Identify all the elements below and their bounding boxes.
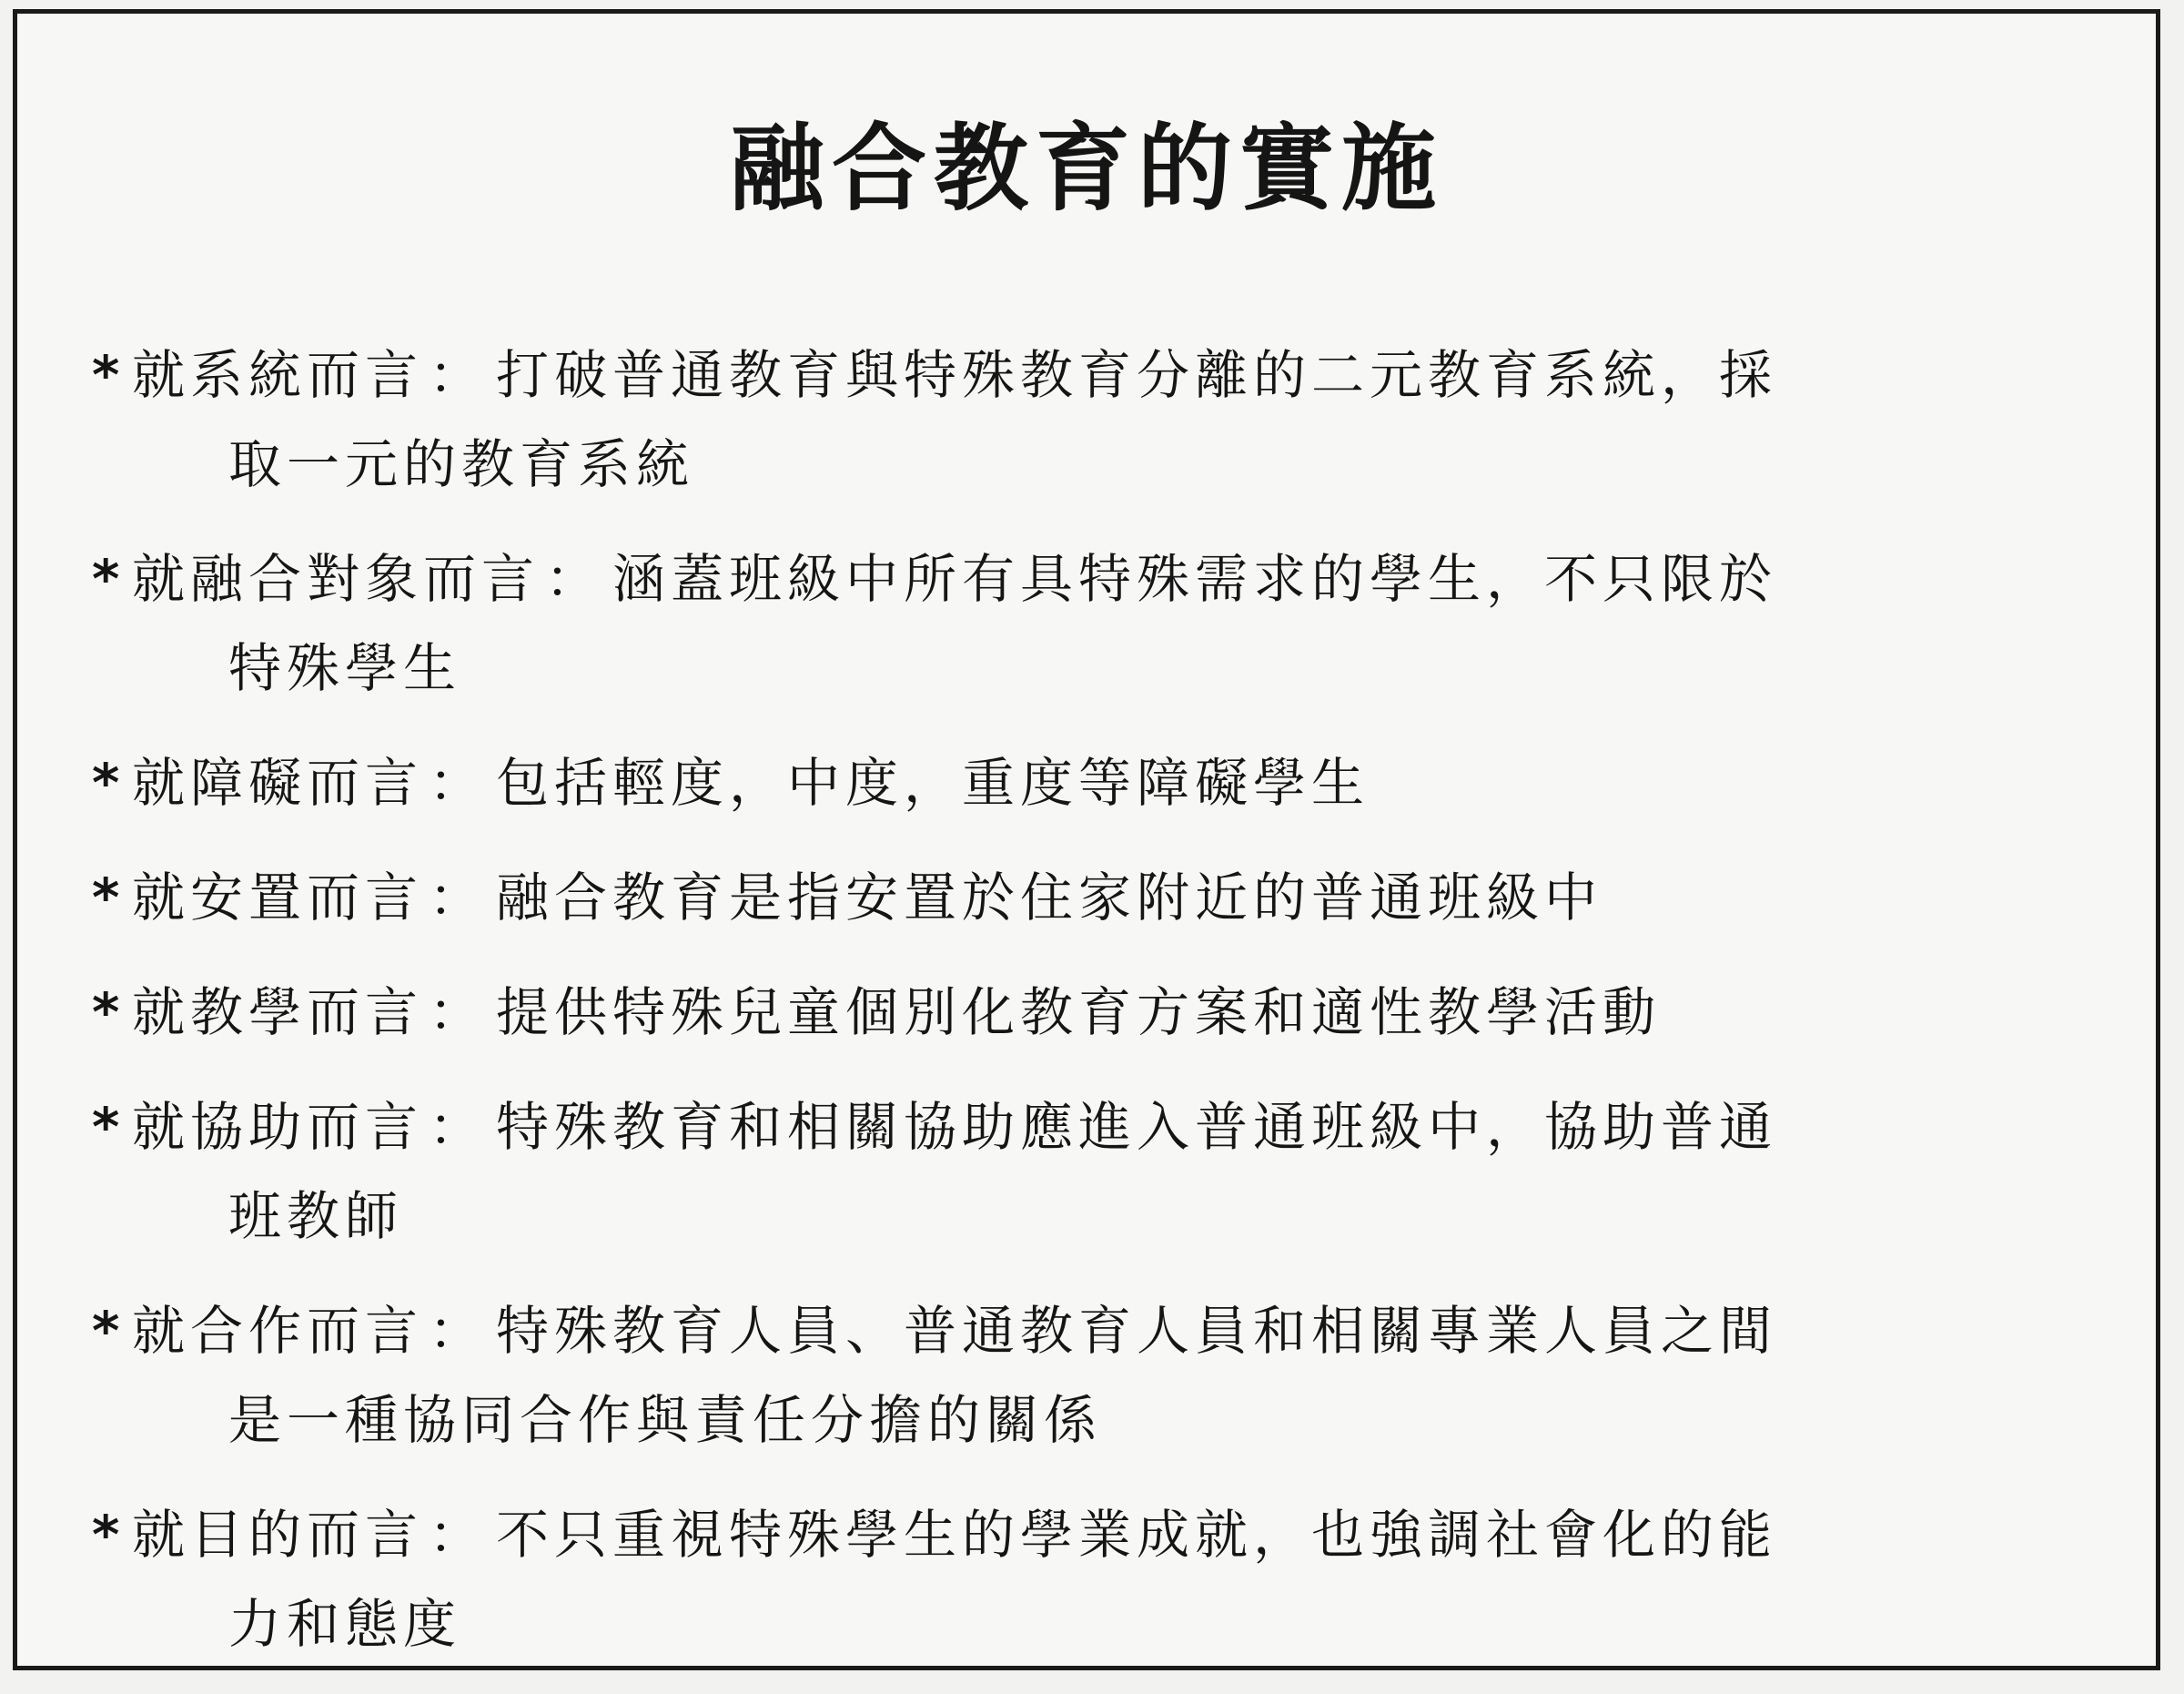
item-label: 就目的而言 bbox=[132, 1504, 424, 1566]
item-text: 提供特殊兒童個別化教育方案和適性教學活動 bbox=[496, 981, 1662, 1043]
item-text: 融合教育是指安置於住家附近的普通班級中 bbox=[496, 867, 1603, 928]
item-text-continued: 取一元的教育系統 bbox=[228, 433, 695, 495]
item-colon: ： bbox=[429, 752, 488, 814]
bullet-marker: * bbox=[92, 344, 126, 406]
item-colon: ： bbox=[429, 1096, 488, 1158]
item-text: 特殊教育人員、普通教育人員和相關專業人員之間 bbox=[496, 1300, 1778, 1362]
bullet-marker: * bbox=[92, 1300, 126, 1362]
bullet-marker: * bbox=[92, 867, 126, 928]
list-item bbox=[92, 1490, 2176, 1669]
item-text: 打破普通教育與特殊教育分離的二元教育系統，採 bbox=[496, 344, 1778, 406]
item-text: 涵蓋班級中所有具特殊需求的學生，不只限於 bbox=[612, 548, 1778, 610]
list-item bbox=[92, 1286, 2176, 1465]
list-item bbox=[92, 1082, 2176, 1261]
item-text-continued: 特殊學生 bbox=[228, 637, 462, 699]
item-text: 不只重視特殊學生的學業成就，也強調社會化的能 bbox=[496, 1504, 1778, 1566]
item-label: 就融合對象而言 bbox=[132, 548, 541, 610]
item-text: 包括輕度，中度，重度等障礙學生 bbox=[496, 752, 1370, 814]
item-colon: ： bbox=[429, 1504, 488, 1566]
item-label: 就合作而言 bbox=[132, 1300, 424, 1362]
bullet-marker: * bbox=[92, 1504, 126, 1566]
item-colon: ： bbox=[429, 344, 488, 406]
bullet-marker: * bbox=[92, 752, 126, 814]
bullet-marker: * bbox=[92, 1096, 126, 1158]
item-list bbox=[92, 330, 2176, 1694]
item-text-continued: 是一種協同合作與責任分擔的關係 bbox=[228, 1389, 1103, 1451]
item-label: 就教學而言 bbox=[132, 981, 424, 1043]
document-title: 融合教育的實施 bbox=[729, 112, 1443, 224]
list-item bbox=[92, 853, 2176, 942]
list-item bbox=[92, 330, 2176, 509]
bullet-marker: * bbox=[92, 981, 126, 1043]
item-colon: ： bbox=[429, 1300, 488, 1362]
list-item bbox=[92, 968, 2176, 1057]
item-text-continued: 班教師 bbox=[228, 1185, 404, 1247]
item-label: 就系統而言 bbox=[132, 344, 424, 406]
document-frame bbox=[13, 9, 2160, 1670]
item-label: 就協助而言 bbox=[132, 1096, 424, 1158]
item-label: 就安置而言 bbox=[132, 867, 424, 928]
bullet-marker: * bbox=[92, 548, 126, 610]
item-text-continued: 力和態度 bbox=[228, 1593, 462, 1655]
item-text: 特殊教育和相關協助應進入普通班級中，協助普通 bbox=[496, 1096, 1778, 1158]
item-label: 就障礙而言 bbox=[132, 752, 424, 814]
item-colon: ： bbox=[429, 981, 488, 1043]
list-item bbox=[92, 738, 2176, 827]
list-item bbox=[92, 534, 2176, 713]
item-colon: ： bbox=[545, 548, 604, 610]
item-colon: ： bbox=[429, 867, 488, 928]
